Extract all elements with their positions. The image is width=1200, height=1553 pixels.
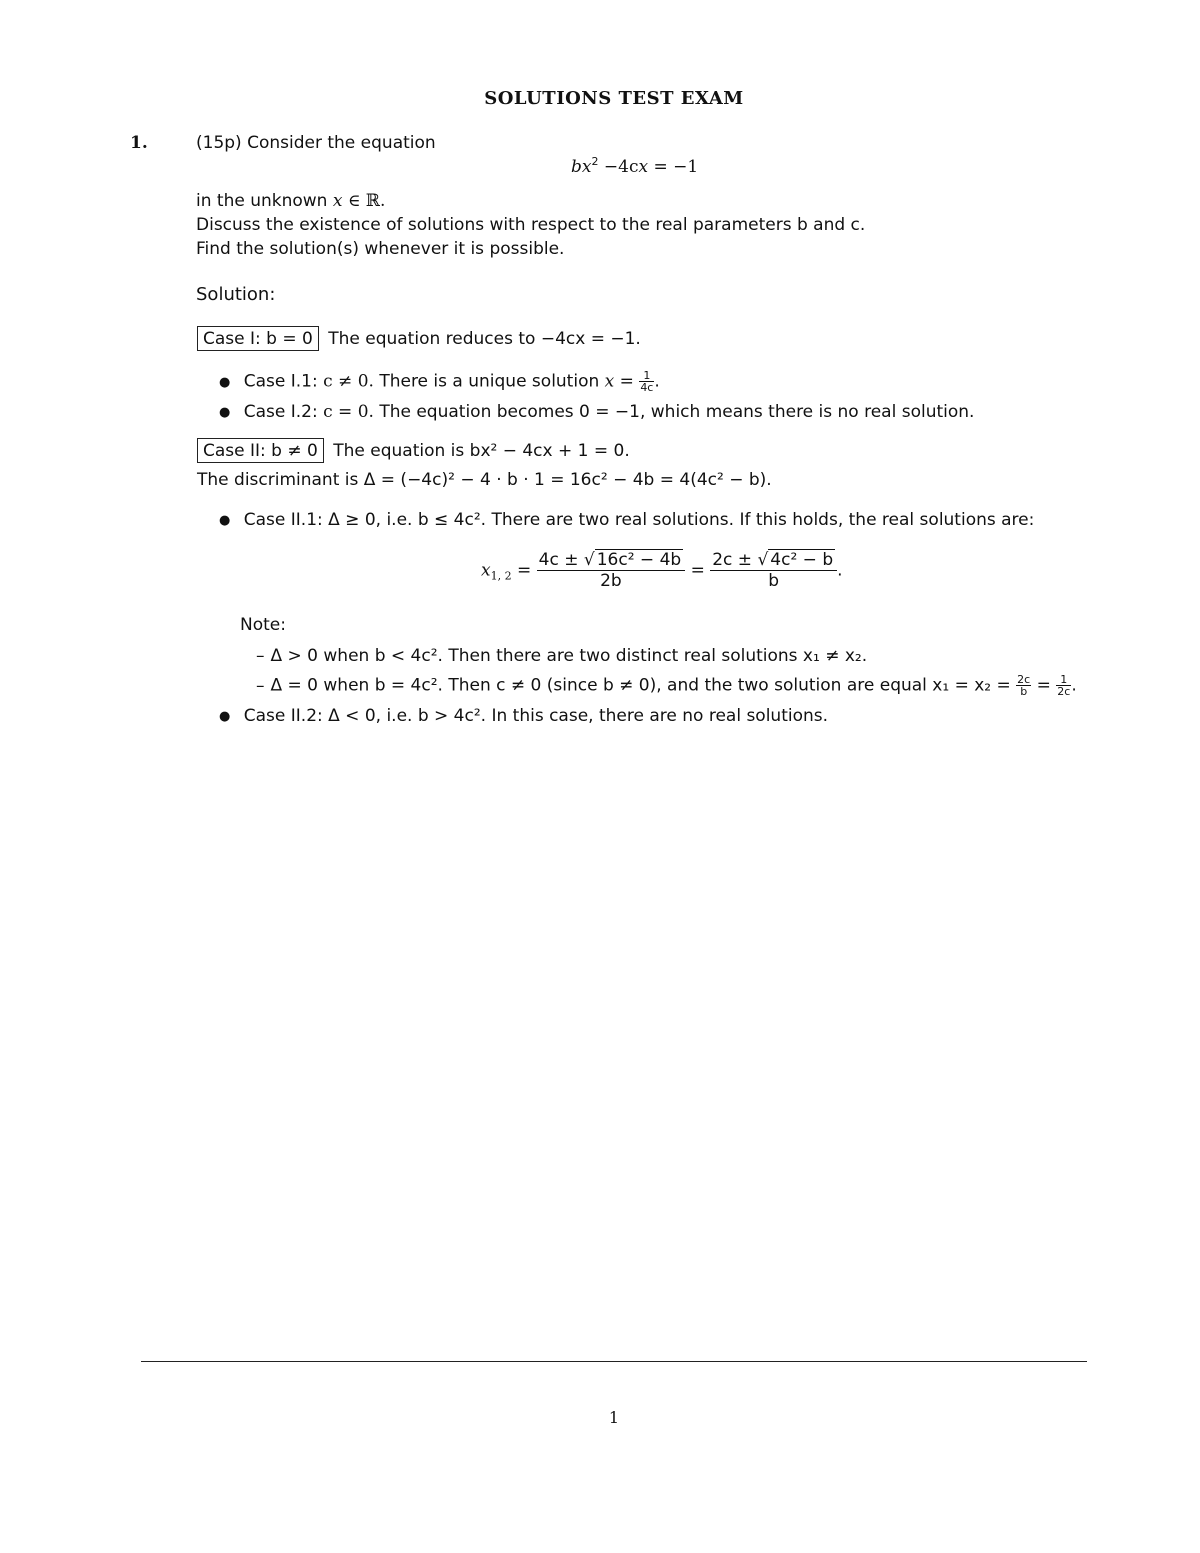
note-item-1: – Δ > 0 when b < 4c². Then there are two distinct real solutions x₁ ≠ x₂. [256,646,868,666]
page-title: SOLUTIONS TEST EXAM [484,88,744,109]
note-label: Note: [240,615,286,635]
fraction-2c-over-b: $\frac{2c}{b}$ [1017,673,1031,698]
bullet-icon: ● [219,405,231,420]
case1-item2: ● Case I.2: c = 0. The equation becomes 0 = −1, which means there is no real solution. [219,402,975,422]
case1-line [197,329,641,349]
case1-box: Case I: b = 0 [197,326,319,351]
case2-text: The equation is bx² − 4cx + 1 = 0. [333,441,630,461]
case1-text: The equation reduces to −4cx = −1. [328,329,641,349]
footer-rule [141,1361,1087,1362]
fraction-first: $\frac{\text{4c ± √ 16c² − 4b}}{2b}$ [537,550,686,591]
solution-heading: Solution: [196,284,276,305]
page-number: 1 [608,1408,620,1427]
discuss-line: Discuss the existence of solutions with respect to the real parameters b and c. [196,215,866,235]
fraction-1-over-4c: $\frac{1}{4c}$ [640,369,654,394]
unknown-line: in the unknown x ∈ ℝ. [196,191,386,211]
case1-item1: ● Case I.1: c ≠ 0. There is a unique solution x = $\frac{1}{4c}$ . [219,369,660,394]
quadratic-formula: $x_{1, 2}$ = $\frac{\text{4c ± √ 16c² − 4b}}{2b}$ = $\frac{\text{2c ± √ 4c² − b}}{b}$ . [481,550,843,591]
bullet-icon: ● [219,374,231,390]
fraction-second: $\frac{\text{2c ± √ 4c² − b}}{b}$ [710,550,837,591]
bullet-icon: ● [219,513,231,528]
main-equation: $bx^2 -4cx = -1$ [571,155,699,177]
case2-item2: ● Case II.2: Δ < 0, i.e. b > 4c². In this case, there are no real solutions. [219,706,829,726]
discriminant-line: The discriminant is Δ = (−4c)² − 4 · b · 1 = 16c² − 4b = 4(4c² − b). [197,470,772,490]
fraction-1-over-2c: $\frac{1}{2c}$ [1057,673,1071,698]
find-line: Find the solution(s) whenever it is possible. [196,239,565,259]
question-points: (15p) [196,133,242,153]
note-item-2: – Δ = 0 when b = 4c². Then c ≠ 0 (since b ≠ 0), and the two solution are equal x₁ = x₂ = $\frac{2c}{b}$ = $\frac{1}{2c}$ . [256,673,1077,698]
question-intro [196,133,436,153]
case2-item1: ● Case II.1: Δ ≥ 0, i.e. b ≤ 4c². There are two real solutions. If this holds, the real solutions are: [219,510,1035,530]
question-intro-text: Consider the equation [247,133,436,153]
case2-box: Case II: b ≠ 0 [197,438,324,463]
question-number: 1. [130,133,148,153]
bullet-icon: ● [219,709,231,724]
case2-line [197,441,630,461]
